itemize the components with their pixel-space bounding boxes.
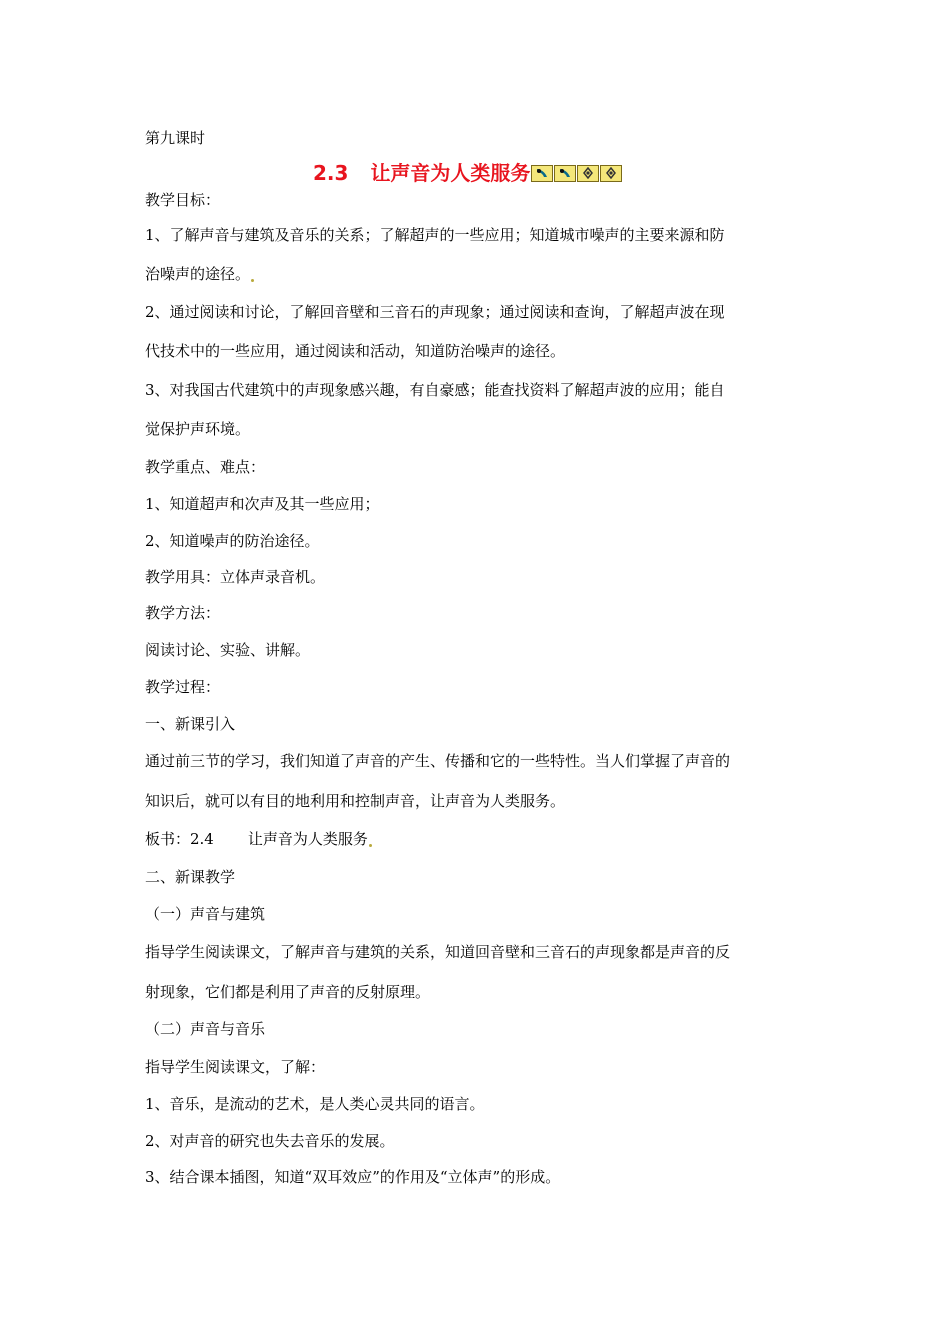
section-1-line-2: 射现象，它们都是利用了声音的反射原理。 xyxy=(145,983,431,1001)
section-2-item-3: 3、结合课本插图，知道“双耳效应”的作用及“立体声”的形成。 xyxy=(145,1168,561,1186)
gear-icon xyxy=(600,165,622,182)
sound-icon xyxy=(531,165,553,182)
edit-mark xyxy=(369,844,372,847)
key-point-1: 1、知道超声和次声及其一些应用； xyxy=(145,495,380,513)
section-2-heading: （二）声音与音乐 xyxy=(145,1020,266,1038)
objective-3-line-1: 3、对我国古代建筑中的声现象感兴趣，有自豪感；能查找资料了解超声波的应用；能自 xyxy=(145,381,725,399)
objective-1-line-1: 1、了解声音与建筑及音乐的关系；了解超声的一些应用；知道城市噪声的主要来源和防 xyxy=(145,226,725,244)
board-label: 板书：2.4 xyxy=(145,830,214,848)
intro-heading: 一、新课引入 xyxy=(145,715,236,733)
teaching-tools: 教学用具：立体声录音机。 xyxy=(145,568,326,586)
section-2-item-1: 1、音乐，是流动的艺术，是人类心灵共同的语言。 xyxy=(145,1095,485,1113)
section-1-heading: （一）声音与建筑 xyxy=(145,905,266,923)
key-point-2: 2、知道噪声的防治途径。 xyxy=(145,532,320,550)
board-note xyxy=(145,829,373,849)
objective-3-line-2: 觉保护声环境。 xyxy=(145,420,251,438)
new-lesson-heading: 二、新课教学 xyxy=(145,868,236,886)
title-icons xyxy=(531,165,623,182)
section-2-item-2: 2、对声音的研究也失去音乐的发展。 xyxy=(145,1132,395,1150)
objective-1-line-2-text: 治噪声的途径。 xyxy=(145,265,251,283)
lesson-title xyxy=(313,160,623,186)
objective-1-line-2 xyxy=(145,264,255,284)
edit-mark xyxy=(251,279,254,282)
section-1-line-1: 指导学生阅读课文，了解声音与建筑的关系，知道回音壁和三音石的声现象都是声音的反 xyxy=(145,943,731,961)
key-points-heading: 教学重点、难点： xyxy=(145,458,266,476)
methods-heading: 教学方法： xyxy=(145,604,221,622)
methods-text: 阅读讨论、实验、讲解。 xyxy=(145,641,311,659)
intro-line-1: 通过前三节的学习，我们知道了声音的产生、传播和它的一些特性。当人们掌握了声音的 xyxy=(145,752,731,770)
objective-2-line-1: 2、通过阅读和讨论，了解回音壁和三音石的声现象；通过阅读和查询，了解超声波在现 xyxy=(145,303,725,321)
section-2-intro: 指导学生阅读课文，了解： xyxy=(145,1058,326,1076)
board-text: 让声音为人类服务 xyxy=(247,830,368,848)
title-text: 让声音为人类服务 xyxy=(370,161,531,185)
sound-icon xyxy=(554,165,576,182)
title-number: 2.3 xyxy=(313,161,349,185)
objective-2-line-2: 代技术中的一些应用，通过阅读和活动，知道防治噪声的途径。 xyxy=(145,342,566,360)
objectives-heading: 教学目标： xyxy=(145,191,221,209)
gear-icon xyxy=(577,165,599,182)
intro-line-2: 知识后，就可以有目的地利用和控制声音，让声音为人类服务。 xyxy=(145,792,566,810)
lesson-label: 第九课时 xyxy=(145,129,206,147)
process-heading: 教学过程： xyxy=(145,678,221,696)
